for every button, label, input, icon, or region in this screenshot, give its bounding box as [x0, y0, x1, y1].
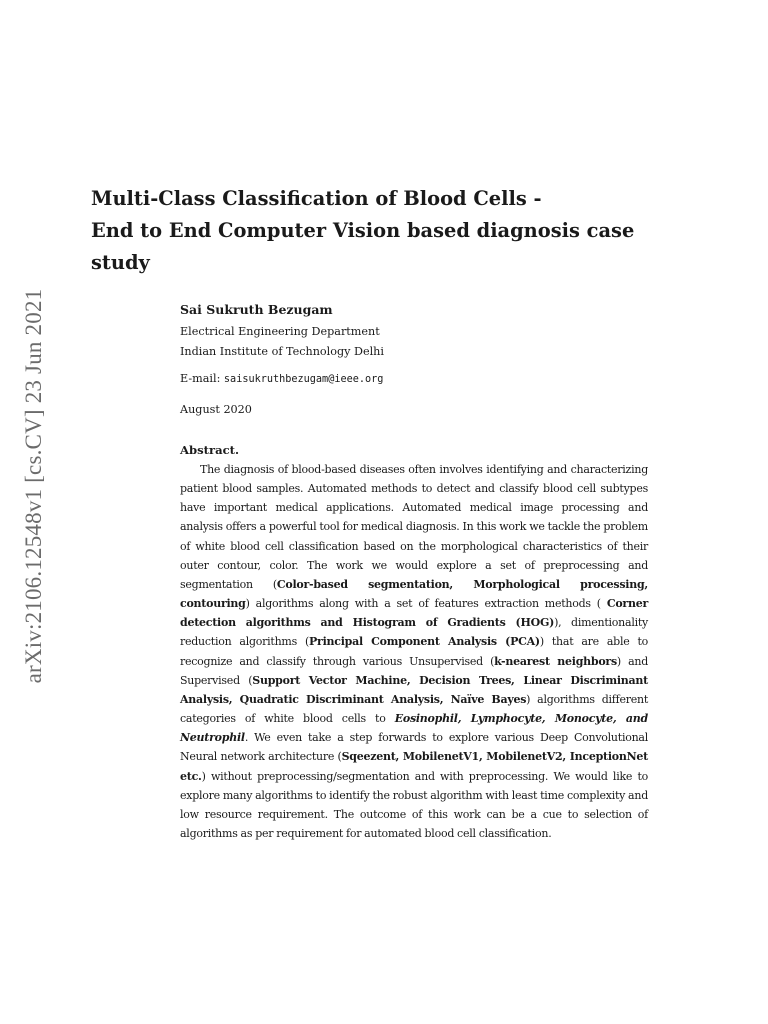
abstract-bold-term: Color-based segmentation, Morphological processing, contouring	[180, 577, 648, 611]
abstract-bold-term: k-nearest neighbors	[494, 654, 617, 668]
abstract-text: ) that are able to recognize and classify through various Unsupervised (	[180, 635, 648, 668]
abstract-heading: Abstract.	[180, 443, 240, 457]
title-line: End to End Computer Vision based diagnosis case	[91, 219, 635, 242]
abstract-paragraph	[180, 460, 648, 843]
title-line: study	[91, 251, 150, 274]
abstract-bold-term: Corner detection algorithms and Histogram of Gradients (HOG)	[180, 597, 648, 630]
abstract-bold-italic-term: Eosinophil, Lymphocyte, Monocyte, and Neutrophil	[180, 712, 648, 745]
title-line: Multi-Class Classification of Blood Cells -	[91, 187, 542, 210]
email-label: E-mail:	[180, 372, 224, 385]
affiliation-department: Electrical Engineering Department	[180, 325, 380, 338]
abstract-text: The diagnosis of blood-based diseases often involves identifying and characterizing patient blood samples. Automated methods to detect and classify blood cell subtypes have important medical applications. Automated medical image processing and analysis offers a powerful tool for medical diagnosis. In this work we tackle the problem of white blood cell classification based on the morphological characteristics of their outer contour, color. The work we would explore a set of preprocessing and segmentation (	[180, 463, 648, 591]
abstract-text: . We even take a step forwards to explore various Deep Convolutional Neural network architecture (	[180, 731, 648, 764]
abstract-bold-term: Support Vector Machine, Decision Trees, Linear Discriminant Analysis, Quadratic Discriminant Analysis, Naïve Bayes	[180, 673, 648, 706]
abstract-bold-term: Principal Component Analysis (PCA)	[309, 635, 540, 649]
email-address: saisukruthbezugam@ieee.org	[223, 374, 384, 385]
author-email	[180, 370, 383, 389]
abstract-bold-term: Sqeezent, MobilenetV1, MobilenetV2, InceptionNet etc.	[180, 750, 648, 783]
abstract-text: ) and Supervised (	[180, 654, 649, 687]
abstract-text: ) algorithms different categories of white blood cells to	[180, 692, 648, 726]
abstract-body	[180, 460, 648, 843]
arxiv-identifier-text: arXiv:2106.12548v1 [cs.CV] 23 Jun 2021	[21, 288, 46, 684]
abstract-text: ) without preprocessing/segmentation and with preprocessing. We would like to explore many algorithms to identify the robust algorithm with least time complexity and low resource requirement. The outcome of this work can be a cue to selection of algorithms as per requirement for automated blood cell classification.	[180, 769, 648, 840]
paper-title	[91, 183, 651, 279]
abstract-text: ) algorithms along with a set of features extraction methods (	[245, 597, 607, 611]
affiliation-institute: Indian Institute of Technology Delhi	[180, 345, 384, 358]
author-name: Sai Sukruth Bezugam	[180, 302, 333, 317]
paper-date: August 2020	[180, 403, 252, 416]
abstract-text: ), dimentionality reduction algorithms (	[180, 616, 648, 649]
